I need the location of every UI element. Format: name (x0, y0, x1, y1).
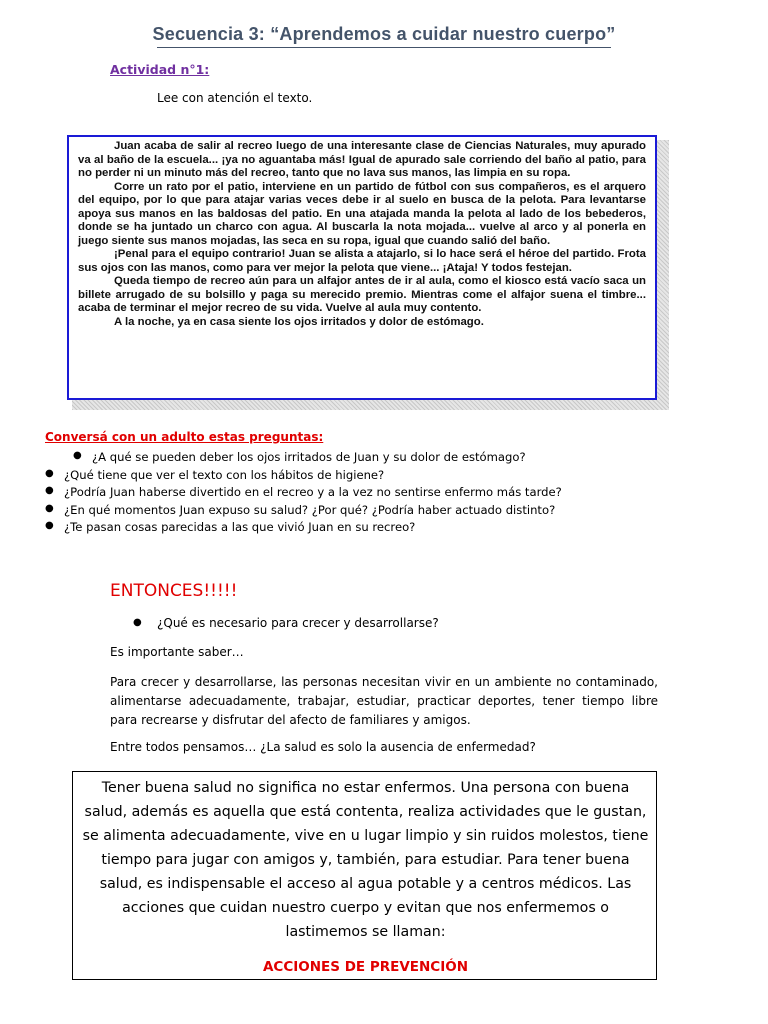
body-paragraph: Para crecer y desarrollarse, las personas necesitan vivir en un ambiente no contaminado, alimentarse adecuadamente, trabajar, estudiar, practicar deportes, tener tiempo libre para recrearse y disfrutar del afecto de familiares y amigos. (110, 675, 658, 727)
reading-passage-box (67, 135, 657, 400)
bullet-icon: ● (73, 450, 82, 461)
section-heading: ENTONCES!!!!! (110, 581, 238, 601)
passage-paragraph: Queda tiempo de recreo aún para un alfajor antes de ir al aula, como el kiosco está vacío saca un billete arrugado de su bolsillo y paga su merecido premio. Mientras come el alfajor suena el timbre... acaba de terminar el mejor recreo de su vida. Vuelve al aula muy contento. (78, 275, 646, 314)
list-item (45, 520, 685, 538)
question-text: ¿A qué se pueden deber los ojos irritados de Juan y su dolor de estómago? (92, 450, 526, 464)
page-title: Secuencia 3: “Aprendemos a cuidar nuestro cuerpo” (152, 24, 616, 44)
bullet-icon: ● (45, 467, 54, 479)
list-item (45, 503, 685, 521)
bullet-icon: ● (133, 617, 142, 628)
passage-paragraph: A la noche, ya en casa siente los ojos irritados y dolor de estómago. (114, 315, 484, 328)
questions-list (45, 450, 685, 538)
questions-title: Conversá con un adulto estas preguntas: (45, 430, 324, 444)
health-definition-text: Tener buena salud no significa no estar enfermos. Una persona con buena salud, además es aquella que está contenta, realiza actividades que le gustan, se alimenta adecuadamente, vive en u lugar limpio y sin ruidos molestos, tiene tiempo para jugar con amigos y, también, para estudiar. Para tener buena salud, es indispensable el acceso al agua potable y a centros médicos. Las acciones que cuidan nuestro cuerpo y evitan que nos enfermemos o lastimemos se llaman: (82, 780, 649, 940)
passage-paragraph: Corre un rato por el patio, interviene en un partido de fútbol con sus compañeros, es el arquero del equipo, por lo que para atajar varias veces debe ir al suelo en busca de la pelota. Para levantarse apoya sus manos en las baldosas del patio. En una atajada manda la pelota al lado de los bebederos, donde se ha juntado un charco con agua. Al buscarla la nota mojada... vuelve al arco y al ponerla en juego siente sus manos mojadas, las seca en su ropa, igual que cuando salió del baño. (78, 180, 646, 247)
title-underline (157, 47, 611, 48)
question-text: ¿En qué momentos Juan expuso su salud? ¿Por qué? ¿Podría haber actuado distinto? (64, 502, 556, 517)
guiding-question: ¿Qué es necesario para crecer y desarrollarse? (157, 616, 439, 630)
instruction-text: Lee con atención el texto. (157, 91, 313, 105)
question-text: ¿Qué tiene que ver el texto con los hábitos de higiene? (64, 467, 385, 482)
list-item (45, 450, 685, 468)
passage-paragraph: Juan acaba de salir al recreo luego de una interesante clase de Ciencias Naturales, muy apurado va al baño de la escuela... ¡ya no aguantaba más! Igual de apurado sale corriendo del baño al patio, para no perder ni un minuto más del recreo, tanto que no lava sus manos, las limpia en su ropa. (78, 140, 646, 179)
bullet-icon: ● (45, 520, 54, 531)
list-item (45, 485, 685, 503)
question-text: ¿Podría Juan haberse divertido en el recreo y a la vez no sentirse enfermo más tarde? (64, 485, 562, 499)
question-text: ¿Te pasan cosas parecidas a las que vivió Juan en su recreo? (64, 520, 416, 534)
bullet-icon: ● (45, 485, 54, 496)
prevention-emphasis: ACCIONES DE PREVENCIÓN (262, 959, 469, 975)
activity-label: Actividad n°1: (110, 62, 210, 77)
list-item (45, 468, 685, 486)
health-definition-box (72, 771, 657, 980)
bullet-icon: ● (45, 502, 54, 514)
important-label: Es importante saber… (110, 645, 244, 659)
reflection-question: Entre todos pensamos… ¿La salud es solo la ausencia de enfermedad? (110, 740, 536, 754)
passage-paragraph: ¡Penal para el equipo contrario! Juan se alista a atajarlo, si lo hace será el héroe del partido. Frota sus ojos con las manos, como para ver mejor la pelota que viene... ¡Ataja! Y todos festejan. (78, 248, 646, 274)
